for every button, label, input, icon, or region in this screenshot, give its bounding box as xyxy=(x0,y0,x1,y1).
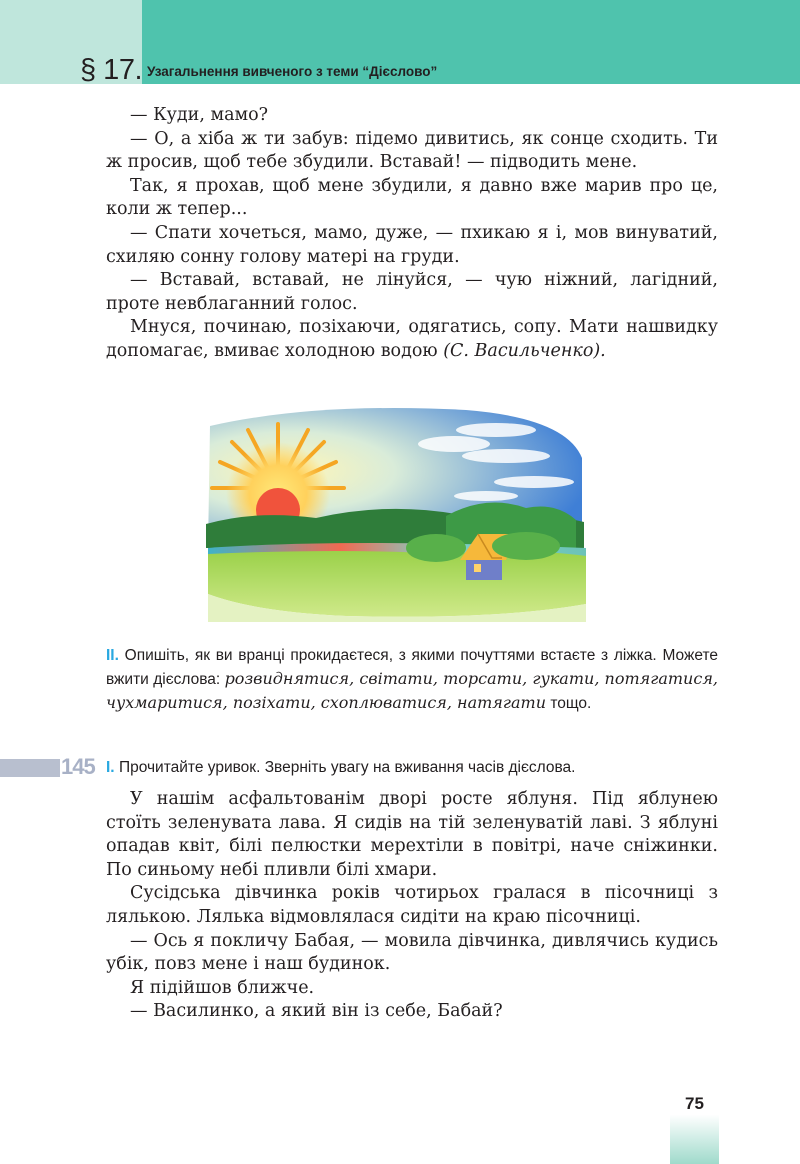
page-number: 75 xyxy=(685,1094,704,1113)
exercise-instruction-body: Прочитайте уривок. Зверніть увагу на вживання часів дієслова. xyxy=(118,759,576,776)
exercise-instruction-text xyxy=(106,756,718,779)
page-number-tab xyxy=(670,1074,719,1164)
exercise-instruction xyxy=(106,756,718,779)
author-attribution: (С. Васильченко). xyxy=(443,340,606,361)
paragraph: — О, а хіба ж ти забув: підемо дивитись, як сонце сходить. Ти ж просив, щоб тебе збудили. Вставай! — підводить мене. xyxy=(106,128,718,173)
exercise-number-bar xyxy=(0,759,60,777)
task-ii-instruction: Опишіть, як ви вранці прокидаєтеся, з якими почуттями встаєте з ліжка. Можете вжити дієслова: xyxy=(106,647,719,688)
paragraph: — Спати хочеться, мамо, дуже, — пхикаю я і, мов винуватий, схиляю сонну голову матері на груди. xyxy=(106,222,718,267)
section-title: Узагальнення вивченого з теми “Дієслово” xyxy=(147,64,438,79)
exercise-label: І. xyxy=(106,759,115,776)
task-ii xyxy=(106,644,718,715)
paragraph: — Василинко, а який він із себе, Бабай? xyxy=(130,1001,503,1022)
paragraph-text: Мнуся, починаю, позіхаючи, одягатись, сопу. Мати нашвидку допомагає, вмиває холодною водою xyxy=(106,317,718,361)
paragraph: Сусідська дівчинка років чотирьох гралася в пісочниці з лялькою. Лялька відмовлялася сидіти на краю пісочниці. xyxy=(106,883,718,927)
sunrise-illustration xyxy=(196,398,590,622)
section-number: § 17. xyxy=(80,54,142,86)
paragraph: — Вставай, вставай, не лінуйся, — чую ніжний, лагідний, проте невблаганний голос. xyxy=(106,270,718,314)
paragraph-last xyxy=(106,316,718,363)
exercise-number: 145 xyxy=(61,754,95,779)
paragraph: Так, я прохав, щоб мене збудили, я давно вже марив про це, коли ж тепер... xyxy=(106,175,718,220)
paragraph: — Куди, мамо? xyxy=(130,105,269,125)
paragraph: Я підійшов ближче. xyxy=(130,977,315,998)
task-ii-tail: тощо. xyxy=(550,695,592,712)
paragraph: У нашім асфальтованім дворі росте яблуня. Під яблунею стоїть зеленувата лава. Я сидів на тій зеленуватій лаві. З яблуні опадав квіт, білі пелюстки мерехтіли в повітрі, наче сніжинки. По синьому небі пливли білі хмари. xyxy=(106,789,718,880)
task-ii-verbs: розвиднятися, світати, торсати, гукати, потягатися, чухмаритися, позіхати, схоплюватися, натягати xyxy=(106,669,718,712)
excerpt-text-2 xyxy=(106,788,718,1024)
task-ii-label: II. xyxy=(106,647,119,664)
excerpt-text-1 xyxy=(106,104,718,364)
paragraph: — Ось я покличу Бабая, — мовила дівчинка, дивлячись кудись убік, повз мене і наш будинок. xyxy=(106,930,718,975)
task-ii-text xyxy=(106,644,718,715)
